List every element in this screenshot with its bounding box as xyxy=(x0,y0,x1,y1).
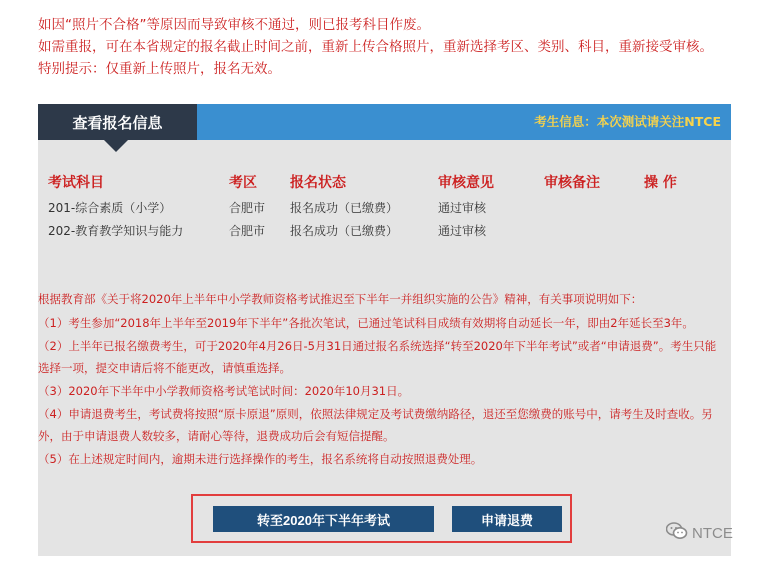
table-row-1-review: 通过审核 xyxy=(438,201,487,215)
switch-exam-button[interactable]: 转至2020年下半年考试 xyxy=(213,506,434,532)
table-row-2-region: 合肥市 xyxy=(229,224,266,238)
notice-item-5: （5）在上述规定时间内，逾期未进行选择操作的考生，报名系统将自动按照退费处理。 xyxy=(38,452,483,466)
notice-item-1: （1）考生参加“2018年上半年至2019年下半年”各批次笔试，已通过笔试科目成绩有效期将自动延长一年，即由2年延长至3年。 xyxy=(38,316,694,330)
table-row-2-subject: 202-教育教学知识与能力 xyxy=(48,224,184,238)
candidate-info-text: 考生信息：本次测试请关注NTCE xyxy=(534,114,721,129)
note-line-1: 如因“照片不合格”等原因而导致审核不通过，则已报考科目作废。 xyxy=(38,17,430,33)
col-header-region: 考区 xyxy=(229,175,257,191)
watermark xyxy=(666,522,733,544)
notice-intro: 根据教育部《关于将2020年上半年中小学教师资格考试推迟至下半年一并组织实施的公告》精神，有关事项说明如下： xyxy=(38,292,643,306)
col-header-subject: 考试科目 xyxy=(48,175,104,191)
table-row-1-subject: 201-综合素质（小学） xyxy=(48,201,172,215)
notice-item-3: （3）2020年下半年中小学教师资格考试笔试时间：2020年10月31日。 xyxy=(38,384,410,398)
top-notes xyxy=(38,14,768,80)
col-header-action: 操 作 xyxy=(644,175,677,191)
table-row-2-review: 通过审核 xyxy=(438,224,487,238)
notice-item-4: （4）申请退费考生，考试费将按照“原卡原退”原则，依照法律规定及考试费缴纳路径，退还至您缴费的账号中，请考生及时查收。另外，由于申请退费人数较多，请耐心等待，退费成功后会有短信提醒。 xyxy=(38,407,713,443)
refund-button[interactable]: 申请退费 xyxy=(452,506,562,532)
note-line-3: 特别提示：仅重新上传照片，报名无效。 xyxy=(38,61,281,77)
col-header-remark: 审核备注 xyxy=(544,175,600,191)
notice-item-2: （2）上半年已报名缴费考生，可于2020年4月26日-5月31日通过报名系统选择“转至2020年下半年考试”或者“申请退费”。考生只能选择一项，提交申请后将不能更改，请慎重选择。 xyxy=(38,339,717,375)
panel-header xyxy=(38,104,731,140)
table-row-1-status: 报名成功（已缴费） xyxy=(290,201,399,215)
table-row-1-region: 合肥市 xyxy=(229,201,266,215)
col-header-status: 报名状态 xyxy=(290,175,346,191)
note-line-2: 如需重报，可在本省规定的报名截止时间之前，重新上传合格照片，重新选择考区、类别、科目，重新接受审核。 xyxy=(38,39,713,55)
tab-view-registration[interactable]: 查看报名信息 xyxy=(38,104,197,140)
col-header-review: 审核意见 xyxy=(438,175,494,191)
registration-panel xyxy=(38,104,731,556)
watermark-text: NTCE xyxy=(692,524,733,542)
notice-text xyxy=(38,287,724,471)
table-row-2-status: 报名成功（已缴费） xyxy=(290,224,399,238)
wechat-icon xyxy=(666,522,688,544)
tab-pointer-arrow xyxy=(104,140,128,152)
